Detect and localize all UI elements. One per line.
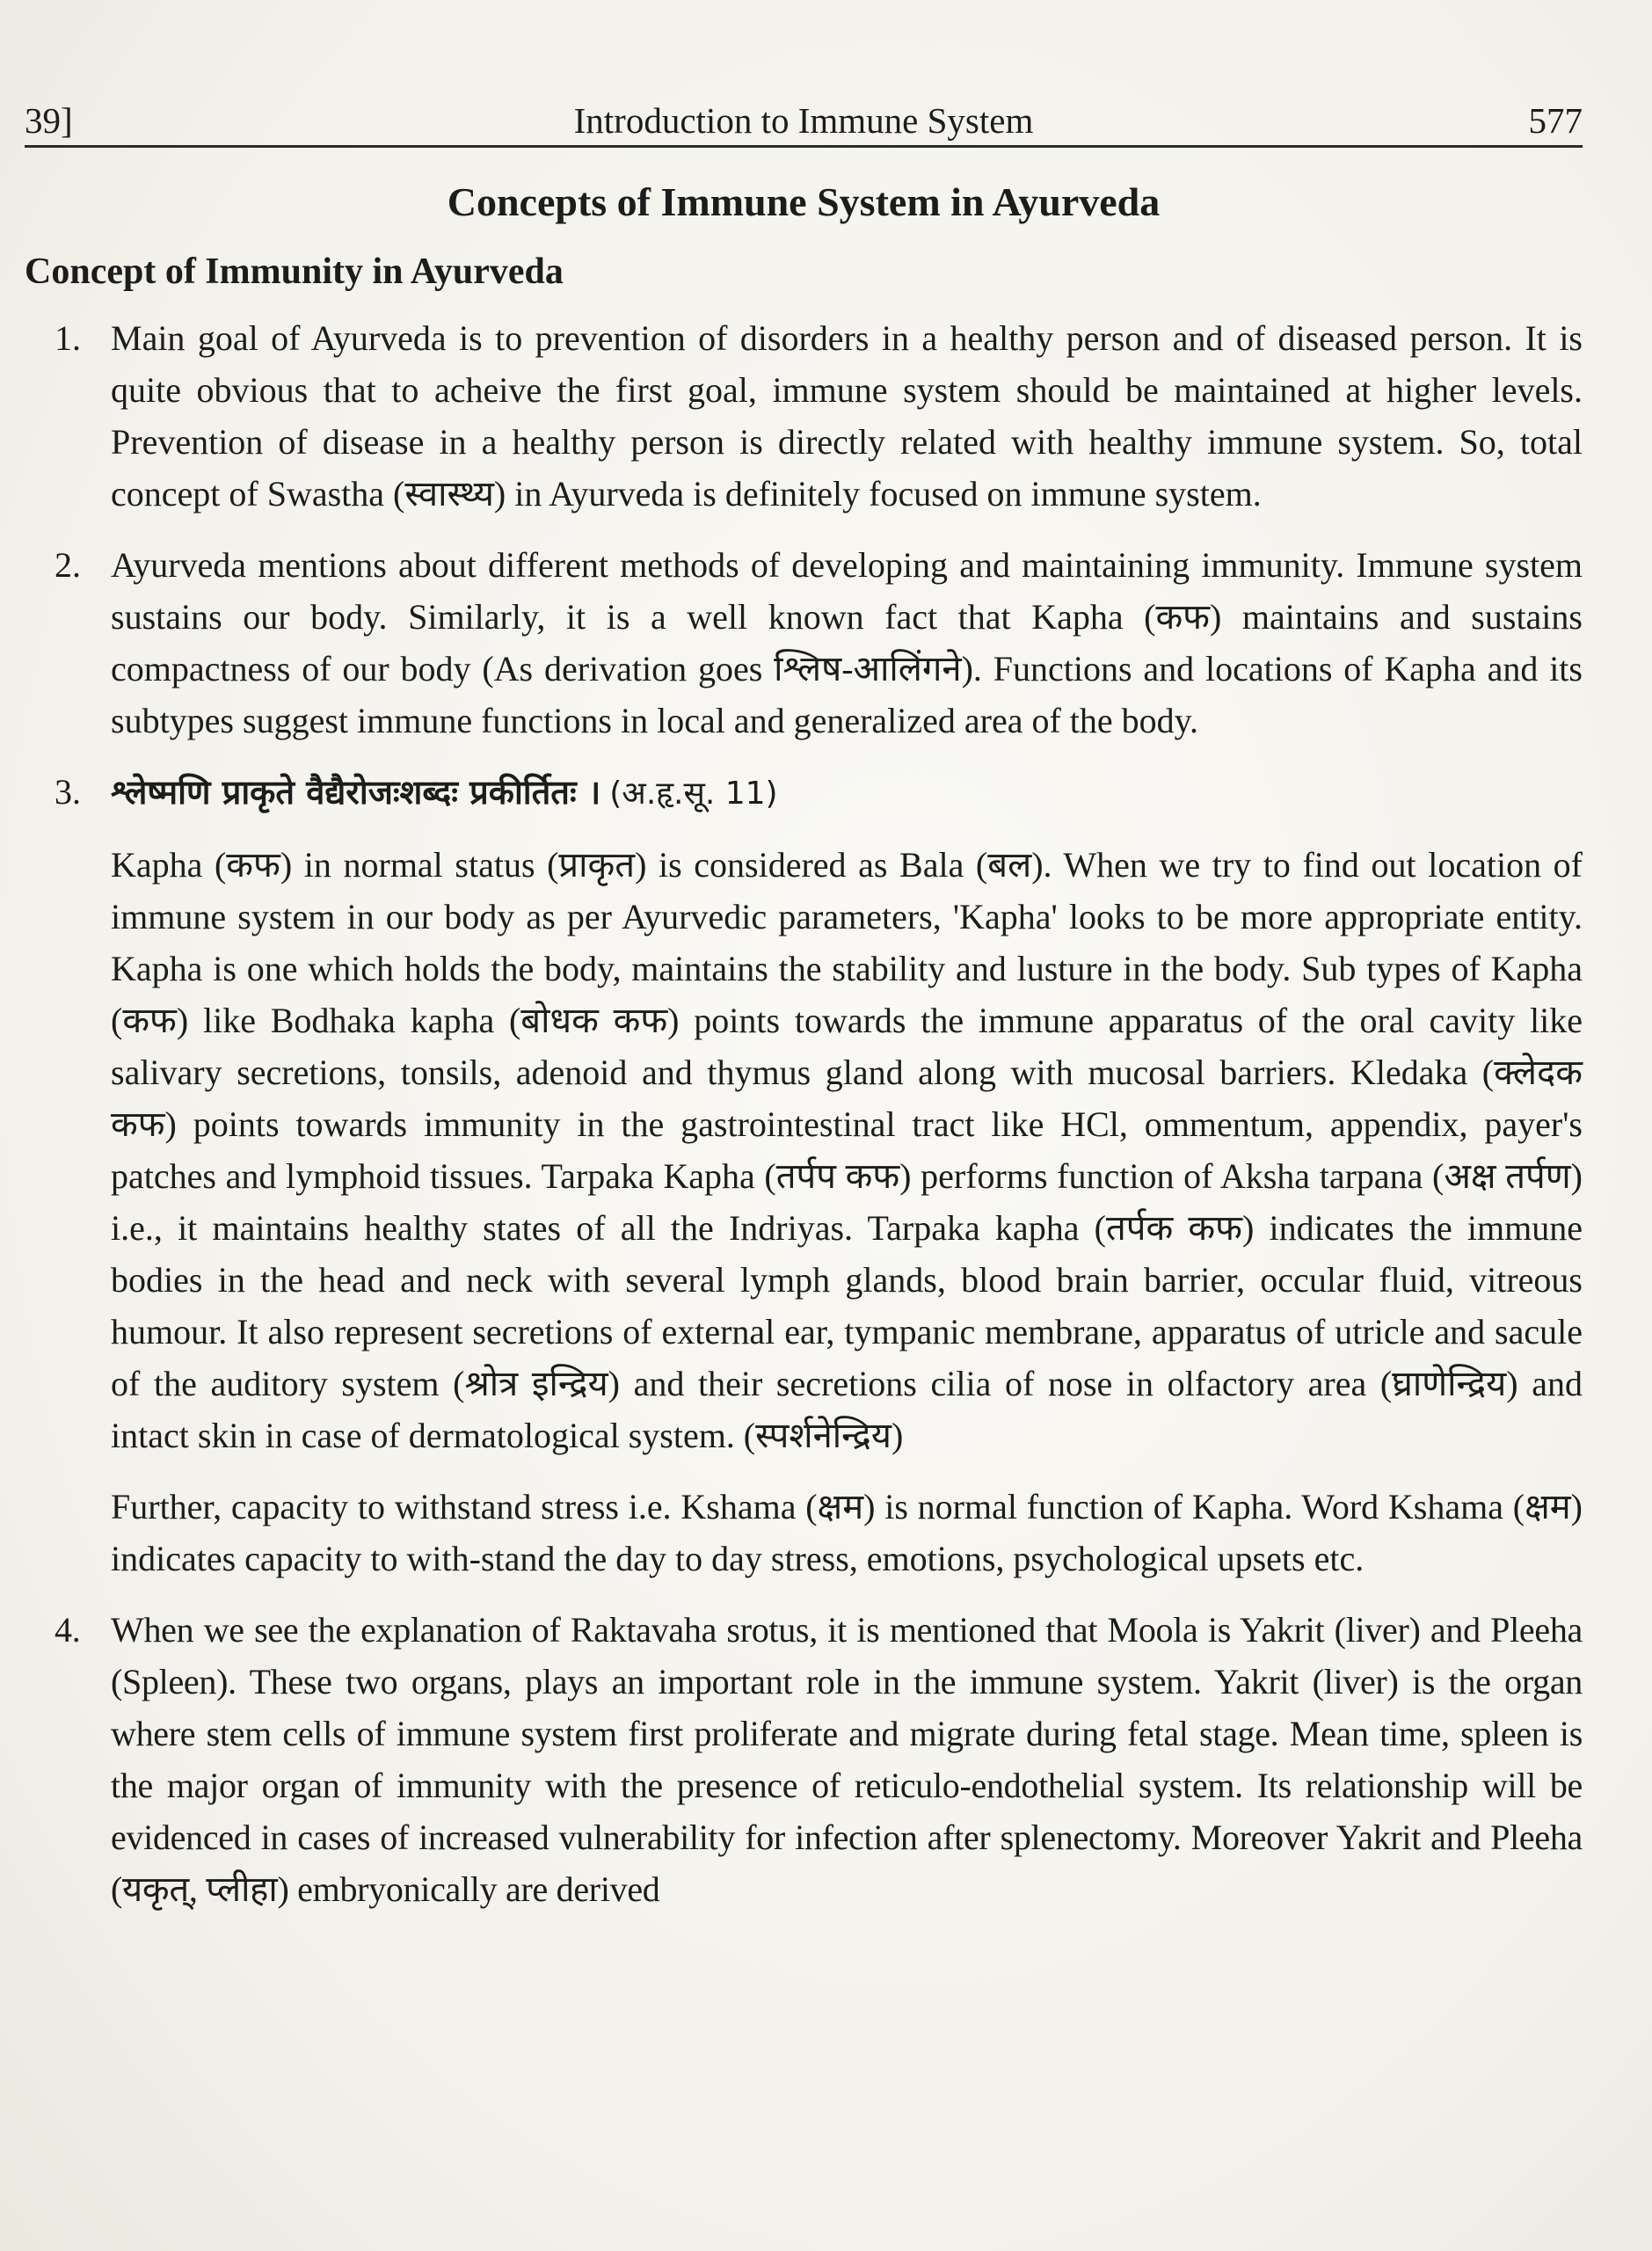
page-title: Concepts of Immune System in Ayurveda: [447, 179, 1161, 224]
paragraph: Kapha (कफ) in normal status (प्राकृत) is considered as Bala (बल). When we try to find out location of immune system in our body as per Ayurvedic parameters, 'Kapha' looks to be more appropriate entity. Kapha is one which holds the body, maintains the stability and lusture in the body. Sub types of Kapha (कफ) like Bodhaka kapha (बोधक कफ) points towards the immune apparatus of the oral cavity like salivary secretions, tonsils, adenoid and thymus gland along with mucosal barriers. Kledaka (क्लेदक कफ) points towards immunity in the gastrointestinal tract like HCl, ommentum, appendix, payer's patches and lymphoid tissues. Tarpaka Kapha (तर्पप कफ) performs function of Aksha tarpana (अक्ष तर्पण) i.e., it maintains healthy states of all the Indriyas. Tarpaka kapha (तर्पक कफ) indicates the immune bodies in the head and neck with several lymph glands, blood brain barrier, occular fluid, vitreous humour. It also represent secretions of external ear, tympanic membrane, apparatus of utricle and sacule of the auditory system (श्रोत्र इन्द्रिय) and their secretions cilia of nose in olfactory area (घ्राणेन्द्रिय) and intact skin in case of dermatological system. (स्पर्शनेन्द्रिय): [111, 845, 1583, 1455]
list-item-1: [25, 312, 1583, 520]
running-title: Introduction to Immune System: [573, 100, 1034, 141]
chapter-number: 39]: [25, 100, 73, 141]
paragraph: When we see the explanation of Raktavaha srotus, it is mentioned that Moola is Yakrit (liver) and Pleeha (Spleen). These two organs, plays an important role in the immune system. Yakrit (liver) is the organ where stem cells of immune system first proliferate and migrate during fetal stage. Mean time, spleen is the major organ of immunity with the presence of reticulo-endothelial system. Its relationship will be evidenced in cases of increased vulnerability for infection after splenectomy. Moreover Yakrit and Pleeha (यकृत्, प्लीहा) embryonically are derived: [111, 1610, 1583, 1909]
item-number: 1.: [55, 318, 81, 358]
list-item-2: [25, 539, 1583, 747]
paragraph: Main goal of Ayurveda is to prevention of disorders in a healthy person and of diseased person. It is quite obvious that to acheive the first goal, immune system should be maintained at higher levels. Prevention of disease in a healthy person is directly related with healthy immune system. So, total concept of Swastha (स्वास्थ्य) in Ayurveda is definitely focused on immune system.: [111, 318, 1583, 514]
sanskrit-verse: [111, 766, 1583, 820]
list-item-4: [25, 1604, 1583, 1915]
running-header: [25, 92, 1583, 148]
verse-text: श्लेष्मणि प्राकृते वैद्यैरोजःशब्दः प्रकीर्तितः ।: [111, 773, 601, 812]
list-item-3: [25, 766, 1583, 1584]
page-number: 577: [1528, 100, 1583, 141]
verse-reference: (अ.हृ.सू. 11): [609, 776, 778, 812]
body-content: [25, 312, 1583, 1934]
section-heading: Concept of Immunity in Ayurveda: [25, 251, 564, 292]
paragraph: Ayurveda mentions about different methods of developing and maintaining immunity. Immune system sustains our body. Similarly, it is a well known fact that Kapha (कफ) maintains and sustains compactness of our body (As derivation goes श्लिष-आलिंगने). Functions and locations of Kapha and its subtypes suggest immune functions in local and generalized area of the body.: [111, 545, 1583, 740]
item-number: 3.: [55, 772, 81, 812]
item-number: 4.: [55, 1610, 81, 1650]
item-number: 2.: [55, 545, 81, 585]
paragraph: Further, capacity to withstand stress i.e. Kshama (क्षम) is normal function of Kapha. Word Kshama (क्षम) indicates capacity to with-stand the day to day stress, emotions, psychological upsets etc.: [111, 1487, 1583, 1578]
